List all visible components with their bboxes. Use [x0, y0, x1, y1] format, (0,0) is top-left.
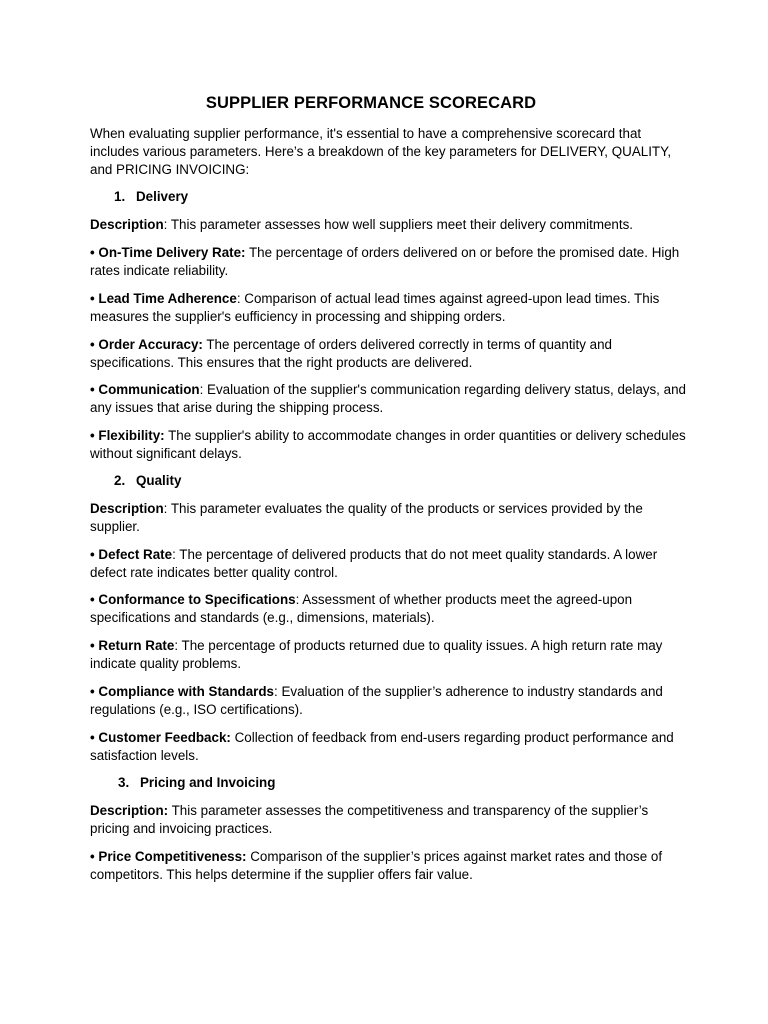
section-title: Delivery [136, 189, 189, 204]
description-label: Description [90, 217, 164, 232]
item-text: : The percentage of products returned due to quality issues. A high return rate may indicate quality problems. [90, 638, 663, 671]
section-number: 2. [114, 473, 126, 488]
item-text: : The percentage of delivered products that do not meet quality standards. A lower defect rate indicates better quality control. [90, 547, 658, 580]
item-text: : Evaluation of the supplier's communication regarding delivery status, delays, and any issues that arise during the shipping process. [90, 382, 686, 415]
item-text: The percentage of orders delivered on or before the promised date. High rates indicate reliability. [90, 245, 680, 278]
intro-paragraph: When evaluating supplier performance, it's essential to have a comprehensive scorecard that includes various parameters. Here’s a breakdown of the key parameters for DELIVERY, QUALITY, and PRICING INVOICING: [90, 126, 672, 177]
description-text: This parameter evaluates the quality of the products or services provided by the supplier. [90, 501, 643, 534]
description-pricing [90, 802, 690, 838]
item-label: • Conformance to Specifications [90, 592, 296, 607]
description-separator: : [163, 501, 171, 516]
item-label: • Communication [90, 382, 200, 397]
item-label: • Return Rate [90, 638, 175, 653]
item-text: The supplier's ability to accommodate changes in order quantities or delivery schedules without significant delays. [90, 428, 686, 461]
section-number: 1. [114, 189, 126, 204]
list-item [90, 591, 690, 627]
item-text: Collection of feedback from end-users regarding product performance and satisfaction levels. [90, 730, 674, 763]
list-item [90, 336, 690, 372]
section-title: Quality [136, 473, 182, 488]
description-quality [90, 500, 690, 536]
list-item [90, 683, 690, 719]
item-label: • On-Time Delivery Rate: [90, 245, 246, 260]
description-text: This parameter assesses how well suppliers meet their delivery commitments. [170, 217, 634, 232]
item-label: • Lead Time Adherence [90, 291, 237, 306]
item-text: The percentage of orders delivered correctly in terms of quantity and specifications. This ensures that the right products are delivered. [90, 337, 612, 370]
item-label: • Price Competitiveness: [90, 849, 247, 864]
section-heading-quality [114, 472, 181, 490]
section-title: Pricing and Invoicing [140, 775, 276, 790]
description-label: Description: [90, 803, 169, 818]
description-separator: : [163, 217, 171, 232]
list-item [90, 381, 690, 417]
description-text: This parameter assesses the competitiveness and transparency of the supplier’s pricing and invoicing practices. [90, 803, 649, 836]
list-item [90, 290, 690, 326]
item-text: Comparison of the supplier’s prices against market rates and those of competitors. This helps determine if the supplier offers fair value. [90, 849, 663, 882]
item-text: : Assessment of whether products meet the agreed-upon specifications and standards (e.g., dimensions, materials). [90, 592, 633, 625]
item-label: • Compliance with Standards [90, 684, 275, 699]
description-label: Description [90, 501, 164, 516]
description-delivery [90, 216, 690, 234]
item-text: : Comparison of actual lead times against agreed-upon lead times. This measures the supplier's eufficiency in processing and shipping orders. [90, 291, 660, 324]
list-item [90, 848, 690, 884]
list-item [90, 427, 690, 463]
item-label: • Flexibility: [90, 428, 165, 443]
section-number: 3. [118, 775, 130, 790]
list-item [90, 637, 690, 673]
item-text: : Evaluation of the supplier’s adherence to industry standards and regulations (e.g., ISO certifications). [90, 684, 663, 717]
section-heading-pricing [118, 774, 275, 792]
item-label: • Customer Feedback: [90, 730, 231, 745]
list-item [90, 546, 690, 582]
section-heading-delivery [114, 188, 188, 206]
item-label: • Order Accuracy: [90, 337, 203, 352]
page-title: SUPPLIER PERFORMANCE SCORECARD [205, 94, 537, 112]
list-item [90, 244, 690, 280]
list-item [90, 729, 690, 765]
item-label: • Defect Rate [90, 547, 173, 562]
